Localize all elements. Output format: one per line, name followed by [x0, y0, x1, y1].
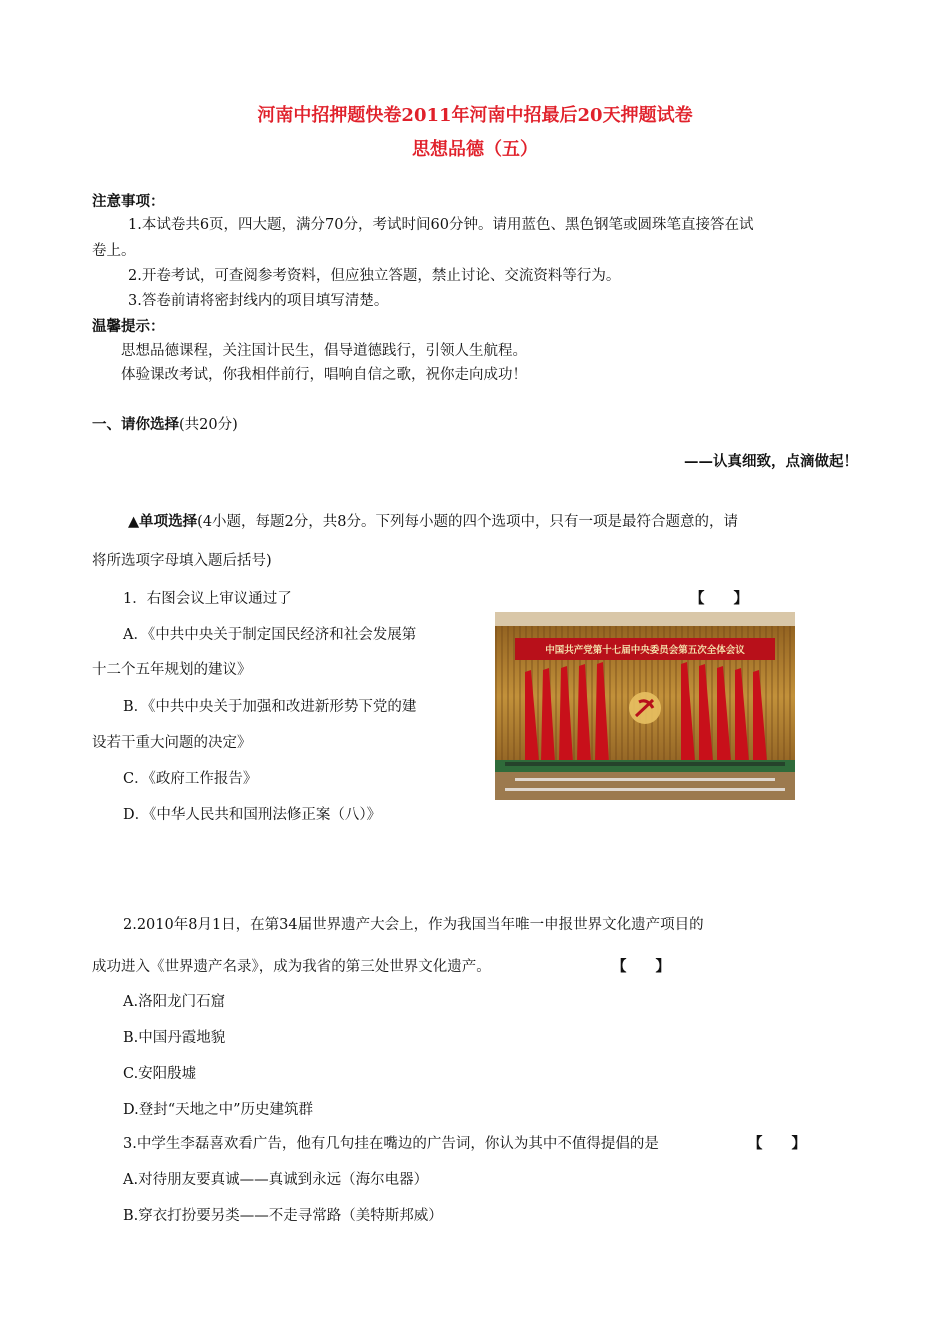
- q1-option-a-line-1: A．《中共中央关于制定国民经济和社会发展第: [123, 627, 417, 643]
- q2-answer-bracket[interactable]: 【 】: [612, 958, 670, 975]
- q3-option-b: B.穿衣打扮要另类——不走寻常路（美特斯邦威）: [123, 1208, 443, 1224]
- tips-line-2: 体验课改考试，你我相伴前行，唱响自信之歌，祝你走向成功！: [121, 367, 527, 383]
- q1-stem: 1．右图会议上审议通过了: [123, 591, 292, 607]
- notice-item-3: 3.答卷前请将密封线内的项目填写清楚。: [128, 293, 389, 309]
- q3-stem: 3.中学生李磊喜欢看广告，他有几句挂在嘴边的广告词，你认为其中不值得提倡的是: [123, 1136, 659, 1152]
- q1-option-b-line-2: 设若干重大问题的决定》: [92, 735, 252, 751]
- tips-line-1: 思想品德课程，关注国计民生，倡导道德践行，引领人生航程。: [121, 343, 527, 359]
- single-choice-instruction-line-2: 将所选项字母填入题后括号): [92, 553, 272, 569]
- q2-option-c: C.安阳殷墟: [123, 1066, 197, 1082]
- notice-item-1-line-1: 1.本试卷共6页，四大题，满分70分，考试时间60分钟。请用蓝色、黑色钢笔或圆珠笔直接答在试: [128, 217, 754, 233]
- section-1-motto: ——认真细致，点滴做起！: [684, 453, 858, 470]
- q2-option-a: A.洛阳龙门石窟: [123, 994, 226, 1010]
- q2-option-b: B.中国丹霞地貌: [123, 1030, 226, 1046]
- section-1-heading: [92, 413, 238, 434]
- q1-option-d: D．《中华人民共和国刑法修正案（八）》: [123, 807, 382, 823]
- photo-banner-text: 中国共产党第十七届中央委员会第五次全体会议: [545, 645, 745, 656]
- q1-option-c: C．《政府工作报告》: [123, 771, 258, 787]
- notice-heading: 注意事项：: [92, 193, 165, 210]
- q1-option-a-line-2: 十二个五年规划的建议》: [92, 662, 252, 678]
- q2-stem-line-2: 成功进入《世界遗产名录》，成为我省的第三处世界文化遗产。: [92, 959, 491, 975]
- single-choice-instruction-line-1: (4小题，每题2分，共8分。下列每小题的四个选项中，只有一项是最符合题意的，请: [197, 514, 738, 530]
- plenary-session-photo: [495, 612, 795, 800]
- q3-answer-bracket[interactable]: 【 】: [748, 1135, 806, 1152]
- notice-item-2: 2.开卷考试，可查阅参考资料，但应独立答题，禁止讨论、交流资料等行为。: [128, 268, 621, 284]
- q2-stem-line-1: 2.2010年8月1日，在第34届世界遗产大会上，作为我国当年唯一申报世界文化遗产项目的: [123, 917, 704, 933]
- q1-option-b-line-1: B．《中共中央关于加强和改进新形势下党的建: [123, 699, 417, 715]
- q2-option-d: D.登封“天地之中”历史建筑群: [123, 1102, 314, 1118]
- q1-answer-bracket[interactable]: 【 】: [690, 590, 748, 607]
- single-choice-label: ▲单项选择: [128, 513, 198, 530]
- plenary-session-illustration: [495, 612, 795, 800]
- exam-title: 河南中招押题快卷2011年河南中招最后20天押题试卷: [257, 105, 693, 126]
- q3-option-a: A.对待朋友要真诚——真诚到永远（海尔电器）: [123, 1172, 429, 1188]
- exam-subtitle: 思想品德（五）: [412, 139, 538, 160]
- notice-item-1-line-2: 卷上。: [92, 243, 136, 259]
- single-choice-instruction: [128, 510, 738, 531]
- section-1-heading-points: (共20分): [179, 417, 238, 433]
- section-1-heading-bold: 一、请你选择: [92, 416, 179, 433]
- tips-heading: 温馨提示：: [92, 318, 165, 335]
